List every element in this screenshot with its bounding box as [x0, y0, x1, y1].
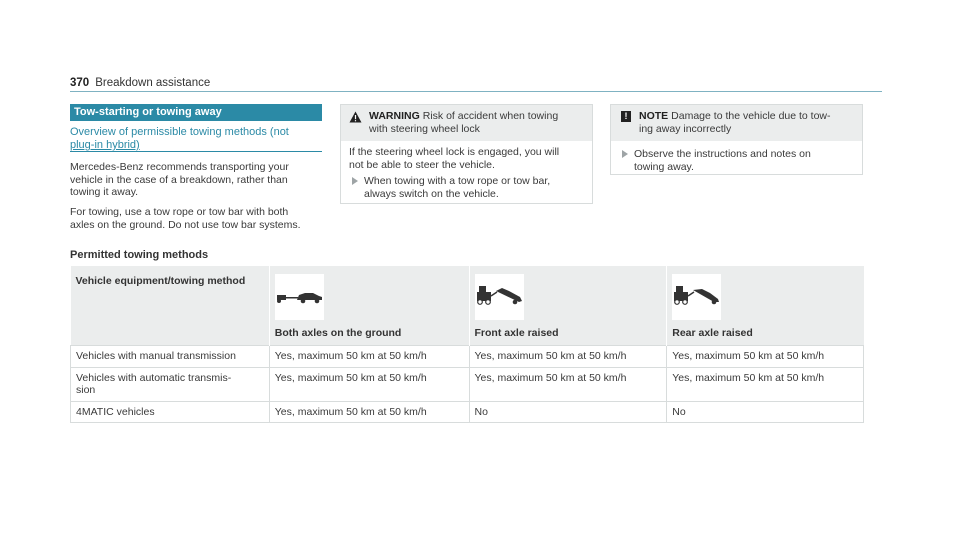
paragraph-line: vehicle in the case of a breakdown, rather than: [70, 173, 288, 186]
front-axle-raised-pictogram: [475, 274, 524, 320]
table-header-row: [71, 266, 864, 346]
note-step-line-1: Observe the instructions and notes on: [634, 148, 811, 160]
section-title: Tow-starting or towing away: [70, 104, 322, 121]
car-tow-bar-icon: [275, 274, 324, 320]
note-title-line-2: ing away incorrectly: [639, 122, 732, 135]
table-cell: Yes, maximum 50 km at 50 km/h: [269, 346, 469, 368]
table-cell: [71, 346, 270, 368]
header-cell-equipment: [71, 266, 270, 346]
warning-step-line-1: When towing with a tow rope or tow bar,: [364, 175, 551, 187]
note-title: [639, 110, 854, 135]
table-row: [71, 367, 864, 401]
cell-text-line: sion: [76, 384, 96, 396]
table-cell: Yes, maximum 50 km at 50 km/h: [269, 367, 469, 401]
table-row: [71, 346, 864, 368]
table-cell: Yes, maximum 50 km at 50 km/h: [667, 367, 864, 401]
header-cell-front-raised: [469, 266, 667, 346]
table-cell: Yes, maximum 50 km at 50 km/h: [469, 346, 667, 368]
paragraph-line: Mercedes-Benz recommends transporting your: [70, 161, 289, 173]
cell-text: Vehicles with manual transmission: [76, 350, 236, 362]
table-cell: [71, 401, 270, 423]
warning-body-line-2: not be able to steer the vehicle.: [349, 158, 495, 171]
warning-keyword: WARNING: [369, 110, 420, 122]
page-header: [70, 77, 210, 89]
note-step-line-2: towing away.: [634, 160, 694, 173]
warning-step: [349, 175, 584, 200]
paragraph-line: axles on the ground. Do not use tow bar systems.: [70, 218, 301, 231]
step-arrow-icon: [622, 150, 628, 158]
warning-body-line-1: If the steering wheel lock is engaged, you will: [349, 146, 560, 158]
warning-triangle-icon: [349, 111, 362, 123]
table-cell: Yes, maximum 50 km at 50 km/h: [667, 346, 864, 368]
page-number: 370: [70, 77, 90, 89]
note-title-line-1: Damage to the vehicle due to tow-: [671, 110, 831, 122]
section-name: Breakdown assistance: [95, 77, 211, 89]
tow-truck-rear-raised-icon: [672, 274, 721, 320]
warning-header: [341, 105, 592, 141]
warning-body: [341, 141, 592, 200]
table-cell: No: [667, 401, 864, 423]
note-box: [610, 104, 863, 175]
warning-title-line-1: Risk of accident when towing: [422, 110, 559, 122]
header-rear-raised-label: Rear axle raised: [672, 327, 753, 339]
note-body: [611, 141, 862, 173]
cell-text: 4MATIC vehicles: [76, 405, 155, 418]
subheading-divider: [70, 151, 322, 152]
header-cell-rear-raised: [667, 266, 864, 346]
exclamation-icon: !: [621, 111, 631, 122]
paragraph-line: For towing, use a tow rope or tow bar with both: [70, 206, 289, 218]
warning-step-line-2: always switch on the vehicle.: [364, 187, 499, 200]
header-equipment-label: Vehicle equipment/towing method: [75, 275, 246, 287]
cell-text-line: Vehicles with automatic transmis-: [76, 371, 232, 384]
table-row: [71, 401, 864, 423]
header-cell-both-axles: [269, 266, 469, 346]
tow-truck-front-raised-icon: [475, 274, 524, 320]
table-cell: Yes, maximum 50 km at 50 km/h: [269, 401, 469, 423]
table-cell: No: [469, 401, 667, 423]
warning-box: [340, 104, 593, 204]
warning-title-line-2: with steering wheel lock: [369, 122, 480, 135]
note-keyword: NOTE: [639, 110, 669, 122]
table-cell: Yes, maximum 50 km at 50 km/h: [469, 367, 667, 401]
table-title: Permitted towing methods: [70, 249, 209, 261]
note-step: [619, 148, 854, 173]
note-header: [611, 105, 862, 141]
both-axles-pictogram: [275, 274, 324, 320]
subheading-line-2: plug-in hybrid): [70, 139, 140, 151]
header-front-raised-label: Front axle raised: [474, 327, 559, 339]
towing-methods-table: [70, 266, 864, 423]
rear-axle-raised-pictogram: [672, 274, 721, 320]
paragraph-towing: [70, 206, 325, 231]
table-cell: [71, 367, 270, 401]
subheading-line-1: Overview of permissible towing methods (not: [70, 126, 289, 138]
paragraph-recommendation: [70, 161, 325, 199]
step-arrow-icon: [352, 177, 358, 185]
header-divider: [70, 91, 882, 92]
header-both-axles-label: Both axles on the ground: [274, 327, 402, 339]
paragraph-line: towing it away.: [70, 186, 139, 199]
warning-title: [369, 110, 584, 135]
subheading: [70, 126, 322, 152]
